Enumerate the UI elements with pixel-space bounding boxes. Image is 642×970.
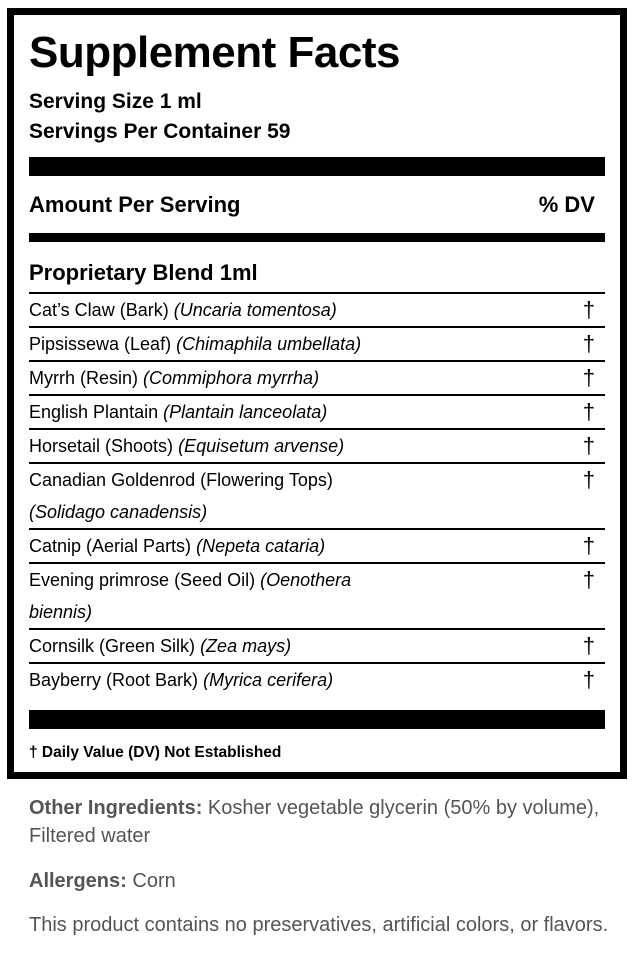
dv-dagger: † — [582, 567, 595, 592]
ingredient-row — [29, 328, 605, 362]
ingredient-common-name: Bayberry (Root Bark) — [29, 670, 199, 690]
dv-dagger: † — [582, 433, 595, 458]
ingredient-common-name: Cat’s Claw (Bark) — [29, 300, 169, 320]
ingredient-row — [29, 564, 605, 630]
dv-dagger: † — [582, 331, 595, 356]
allergens-label: Allergens: — [29, 870, 127, 892]
ingredient-list — [29, 292, 605, 696]
ingredient-latin-name: (Chimaphila umbellata) — [176, 334, 362, 354]
ingredient-latin-name: (Commiphora myrrha) — [143, 368, 320, 388]
other-ingredients — [29, 794, 609, 850]
dv-dagger: † — [582, 467, 595, 492]
supplement-facts-panel — [7, 8, 627, 779]
ingredient-latin-name: (Myrica cerifera) — [203, 670, 334, 690]
amount-per-serving-label: Amount Per Serving — [29, 192, 241, 217]
dv-dagger: † — [582, 667, 595, 692]
thick-divider-bottom — [29, 710, 605, 729]
dv-dagger: † — [582, 533, 595, 558]
ingredient-row — [29, 430, 605, 464]
medium-divider — [29, 233, 605, 242]
allergens-text: Corn — [132, 870, 176, 892]
disclaimer: This product contains no preservatives, artificial colors, or flavors. — [29, 914, 609, 936]
dv-dagger: † — [582, 365, 595, 390]
other-ingredients-text: Kosher vegetable glycerin (50% by volume), Filtered water — [29, 797, 600, 847]
ingredient-row — [29, 664, 605, 696]
ingredient-row — [29, 396, 605, 430]
blend-title: Proprietary Blend 1ml — [29, 260, 258, 285]
label-title: Supplement Facts — [29, 28, 400, 77]
other-ingredients-label: Other Ingredients: — [29, 797, 203, 819]
ingredient-row — [29, 630, 605, 664]
dv-header-label: % DV — [538, 192, 595, 217]
dv-dagger: † — [582, 399, 595, 424]
ingredient-row — [29, 464, 605, 530]
ingredient-common-name: Myrrh (Resin) — [29, 368, 139, 388]
ingredient-common-name: Pipsissewa (Leaf) — [29, 334, 172, 354]
ingredient-latin-name: (Plantain lanceolata) — [163, 402, 328, 422]
ingredient-row — [29, 362, 605, 396]
ingredient-latin-name: (Nepeta cataria) — [196, 536, 326, 556]
dv-footnote: † Daily Value (DV) Not Established — [29, 744, 282, 761]
ingredient-common-name: Horsetail (Shoots) — [29, 436, 174, 456]
ingredient-common-name: Catnip (Aerial Parts) — [29, 536, 192, 556]
thick-divider-top — [29, 157, 605, 176]
ingredient-row — [29, 530, 605, 564]
ingredient-latin-name: (Oenothera biennis) — [29, 570, 352, 622]
ingredient-common-name: Cornsilk (Green Silk) — [29, 636, 196, 656]
dv-dagger: † — [582, 297, 595, 322]
allergens — [29, 867, 609, 895]
dv-dagger: † — [582, 633, 595, 658]
ingredient-latin-name: (Equisetum arvense) — [178, 436, 345, 456]
ingredient-latin-name: (Zea mays) — [200, 636, 292, 656]
ingredient-latin-name: (Uncaria tomentosa) — [173, 300, 337, 320]
ingredient-common-name: English Plantain — [29, 402, 159, 422]
ingredient-common-name: Evening primrose (Seed Oil) — [29, 570, 256, 590]
servings-per-container: Servings Per Container 59 — [29, 120, 291, 143]
serving-size: Serving Size 1 ml — [29, 90, 202, 113]
ingredient-common-name: Canadian Goldenrod (Flowering Tops) — [29, 470, 333, 490]
amount-header-row — [29, 191, 605, 219]
ingredient-row — [29, 294, 605, 328]
ingredient-latin-name: (Solidago canadensis) — [29, 502, 208, 522]
